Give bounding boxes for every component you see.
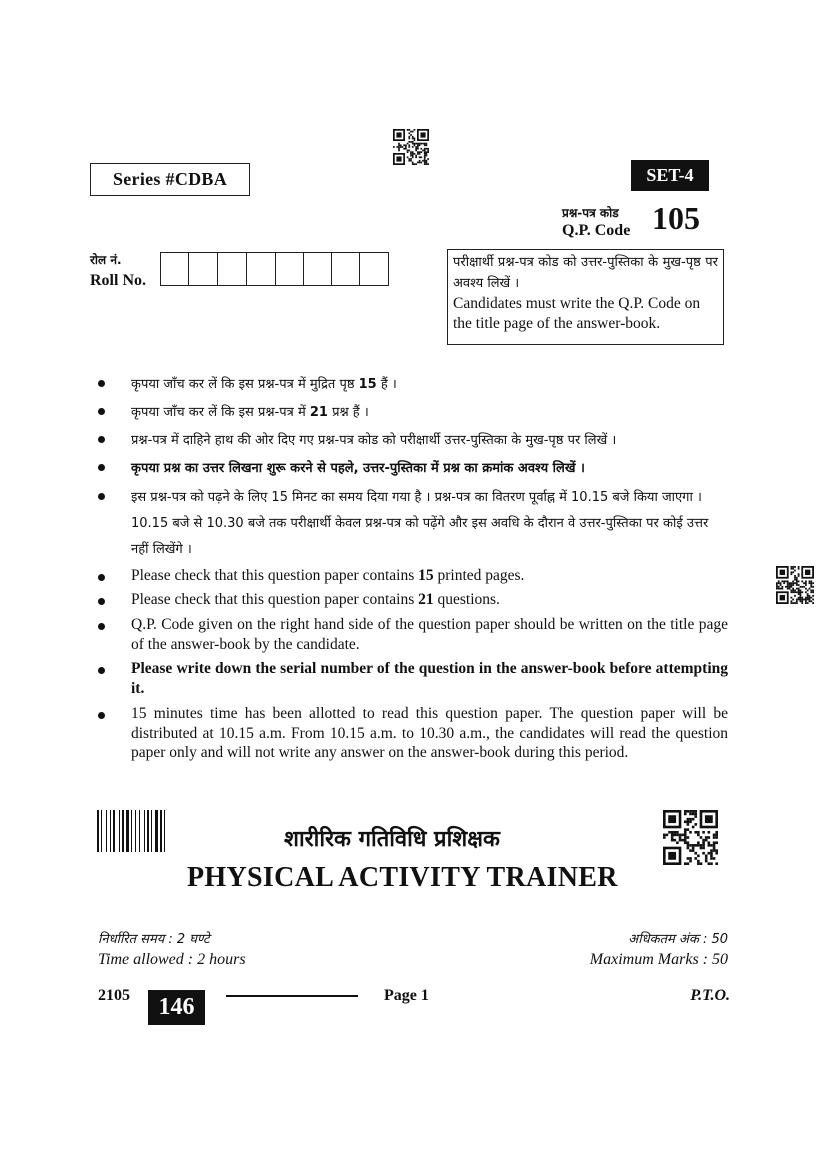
- instruction-part: printed pages.: [433, 567, 525, 584]
- instruction-part: प्रश्न हैं ।: [327, 405, 369, 420]
- instruction-item: [98, 372, 728, 398]
- instruction-part: कृपया जाँच कर लें कि इस प्रश्न-पत्र में: [131, 405, 310, 420]
- roll-label-hindi: रोल नं.: [90, 253, 122, 267]
- instruction-item: [98, 590, 728, 610]
- instruction-item: [98, 704, 728, 763]
- instruction-part: प्रश्न-पत्र में दाहिने हाथ की ओर दिए गए प्रश्न-पत्र कोड को परीक्षार्थी उत्तर-पुस्तिका के मुख-पृष्ठ पर लिखें ।: [131, 433, 617, 448]
- instruction-text: [131, 372, 728, 398]
- roll-cell[interactable]: [332, 253, 360, 285]
- instruction-emphasis: कृपया प्रश्न का उत्तर लिखना शुरू करने से पहले, उत्तर-पुस्तिका में प्रश्न का क्रमांक अवश्य लिखें ।: [131, 461, 585, 476]
- instruction-text: [131, 428, 728, 454]
- instruction-emphasis: 15: [418, 567, 434, 584]
- bullet-icon: [98, 408, 105, 415]
- qp-code-label-hindi: प्रश्न-पत्र कोड: [562, 206, 619, 220]
- roll-cell[interactable]: [304, 253, 332, 285]
- qp-code-label: Q.P. Code: [562, 222, 631, 239]
- instruction-item: [98, 615, 728, 654]
- bullet-icon: [98, 436, 105, 443]
- bullet-icon: [98, 667, 105, 674]
- bullet-icon: [98, 623, 105, 630]
- instruction-part: Please check that this question paper contains: [131, 567, 419, 584]
- instruction-emphasis: 15: [358, 377, 377, 392]
- instruction-part: हैं ।: [376, 377, 397, 392]
- bullet-icon: [98, 574, 105, 581]
- instruction-item: [98, 566, 728, 586]
- instruction-part: questions.: [433, 591, 500, 608]
- qr-code-icon: [776, 566, 814, 604]
- set-badge: SET-4: [631, 160, 709, 191]
- max-marks-hindi: अधिकतम अंक : 50: [628, 932, 728, 947]
- instruction-part: Please check that this question paper contains: [131, 591, 419, 608]
- instruction-text: [131, 400, 728, 426]
- subject-title: PHYSICAL ACTIVITY TRAINER: [187, 862, 618, 893]
- instruction-text: [131, 456, 728, 482]
- qp-code-value: 105: [652, 200, 700, 236]
- bullet-icon: [98, 380, 105, 387]
- divider: [226, 995, 358, 997]
- instruction-text: [131, 659, 728, 698]
- series-label: Series #CDBA: [90, 163, 250, 196]
- paper-code: 2105: [98, 987, 130, 1004]
- instruction-text: [131, 566, 728, 586]
- roll-cell[interactable]: [247, 253, 276, 285]
- instruction-part: 15 minutes time has been allotted to read this question paper. The question paper will be distributed at 10.15 a.m. From 10.15 a.m. to 10.30 a.m., the candidates will read the question paper only and will not write any answer on the answer-book during this period.: [131, 705, 728, 761]
- qr-code-icon: [393, 129, 429, 165]
- roll-cell[interactable]: [218, 253, 247, 285]
- instruction-emphasis: Please write down the serial number of the question in the answer-book before attempting it.: [131, 660, 728, 697]
- instruction-emphasis: 21: [418, 591, 434, 608]
- instruction-text: [131, 615, 728, 654]
- page-number: Page 1: [384, 987, 429, 1004]
- roll-cell[interactable]: [360, 253, 388, 285]
- instruction-item: [98, 485, 728, 563]
- paper-code-box: 146: [148, 990, 205, 1025]
- instruction-part: Q.P. Code given on the right hand side of the question paper should be written on the title page of the answer-book by the candidate.: [131, 616, 728, 653]
- instruction-text: [131, 485, 728, 563]
- instruction-item: [98, 428, 728, 454]
- bullet-icon: [98, 493, 105, 500]
- subject-title-hindi: शारीरिक गतिविधि प्रशिक्षक: [284, 827, 500, 852]
- qp-code-note: [447, 249, 724, 345]
- note-english: Candidates must write the Q.P. Code on the title page of the answer-book.: [453, 295, 701, 332]
- roll-cell[interactable]: [276, 253, 304, 285]
- instruction-part: कृपया जाँच कर लें कि इस प्रश्न-पत्र में मुद्रित पृष्ठ: [131, 377, 359, 392]
- pto-label: P.T.O.: [690, 987, 730, 1004]
- instruction-item: [98, 456, 728, 482]
- instruction-part: इस प्रश्न-पत्र को पढ़ने के लिए 15 मिनट का समय दिया गया है । प्रश्न-पत्र का वितरण पूर्वाह्न में 10.15 बजे किया जाएगा । 10.15 बजे से 10.30 बजे तक परीक्षार्थी केवल प्रश्न-पत्र को पढ़ेंगे और इस अवधि के दौरान वे उत्तर-पुस्तिका पर कोई उत्तर नहीं लिखेंगे ।: [131, 490, 709, 557]
- barcode-icon: [97, 810, 205, 852]
- bullet-icon: [98, 598, 105, 605]
- instruction-text: [131, 704, 728, 763]
- roll-cell[interactable]: [189, 253, 218, 285]
- instruction-item: [98, 400, 728, 426]
- time-allowed: Time allowed : 2 hours: [98, 951, 246, 968]
- roll-label: Roll No.: [90, 272, 146, 289]
- max-marks: Maximum Marks : 50: [589, 951, 728, 968]
- instruction-item: [98, 659, 728, 698]
- bullet-icon: [98, 464, 105, 471]
- roll-number-grid[interactable]: [160, 252, 389, 286]
- qr-code-icon: [663, 810, 718, 865]
- note-hindi: परीक्षार्थी प्रश्न-पत्र कोड को उत्तर-पुस्तिका के मुख-पृष्ठ पर अवश्य लिखें ।: [453, 255, 718, 291]
- time-allowed-hindi: निर्धारित समय : 2 घण्टे: [98, 932, 210, 947]
- instruction-text: [131, 590, 728, 610]
- instruction-emphasis: 21: [309, 405, 328, 420]
- roll-cell[interactable]: [161, 253, 189, 285]
- bullet-icon: [98, 712, 105, 719]
